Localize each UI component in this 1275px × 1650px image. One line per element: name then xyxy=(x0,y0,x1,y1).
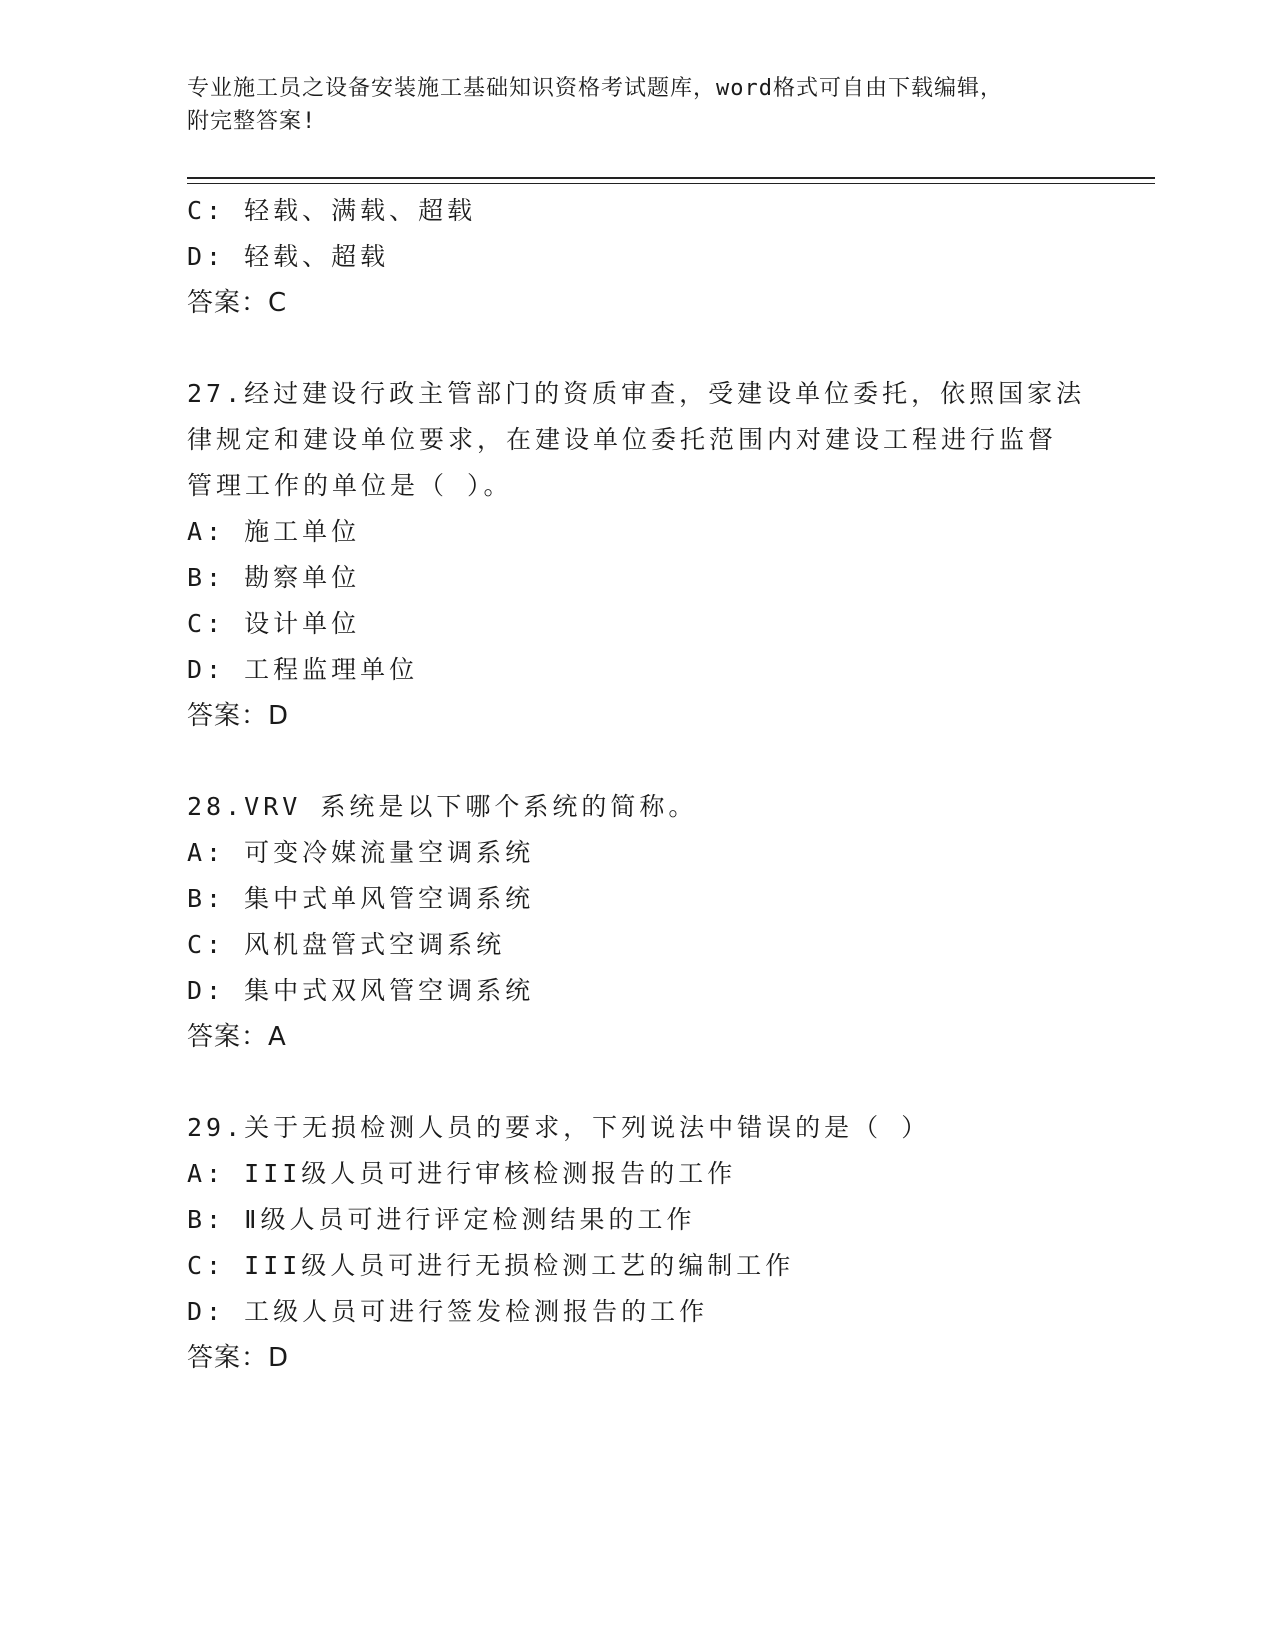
question-list xyxy=(187,188,1087,1381)
question-text: 27.经过建设行政主管部门的资质审查，受建设单位委托，依照国家法 xyxy=(187,379,1086,408)
option-d: D: 轻载、超载 xyxy=(187,242,390,271)
option-b: B: Ⅱ级人员可进行评定检测结果的工作 xyxy=(187,1205,696,1234)
question-text: 律规定和建设单位要求，在建设单位委托范围内对建设工程进行监督 xyxy=(187,425,1058,454)
question-29 xyxy=(187,1105,1087,1381)
answer: 答案：C xyxy=(187,288,288,318)
question-text: 28.VRV 系统是以下哪个系统的简称。 xyxy=(187,792,698,821)
option-c: C: 风机盘管式空调系统 xyxy=(187,930,506,959)
option-d: D: 工级人员可进行签发检测报告的工作 xyxy=(187,1297,709,1326)
question-text: 管理工作的单位是（ ）。 xyxy=(187,471,513,500)
option-d: D: 工程监理单位 xyxy=(187,655,419,684)
answer: 答案：A xyxy=(187,1022,287,1052)
header-divider xyxy=(187,177,1155,184)
option-a: A: III级人员可进行审核检测报告的工作 xyxy=(187,1159,737,1188)
option-a: A: 施工单位 xyxy=(187,517,361,546)
answer: 答案：D xyxy=(187,701,290,731)
option-c: C: 轻载、满载、超载 xyxy=(187,196,477,225)
option-c: C: 设计单位 xyxy=(187,609,361,638)
document-header xyxy=(187,72,1087,138)
option-b: B: 集中式单风管空调系统 xyxy=(187,884,535,913)
header-line-1: 专业施工员之设备安装施工基础知识资格考试题库，word格式可自由下载编辑， xyxy=(187,76,1003,101)
question-28 xyxy=(187,784,1087,1060)
option-c: C: III级人员可进行无损检测工艺的编制工作 xyxy=(187,1251,795,1280)
question-27 xyxy=(187,371,1087,739)
header-line-2: 附完整答案! xyxy=(187,109,317,134)
question-text: 29.关于无损检测人员的要求，下列说法中错误的是（ ） xyxy=(187,1113,931,1142)
question-26-tail xyxy=(187,188,1087,326)
option-b: B: 勘察单位 xyxy=(187,563,361,592)
option-a: A: 可变冷媒流量空调系统 xyxy=(187,838,535,867)
option-d: D: 集中式双风管空调系统 xyxy=(187,976,535,1005)
answer: 答案：D xyxy=(187,1343,290,1373)
